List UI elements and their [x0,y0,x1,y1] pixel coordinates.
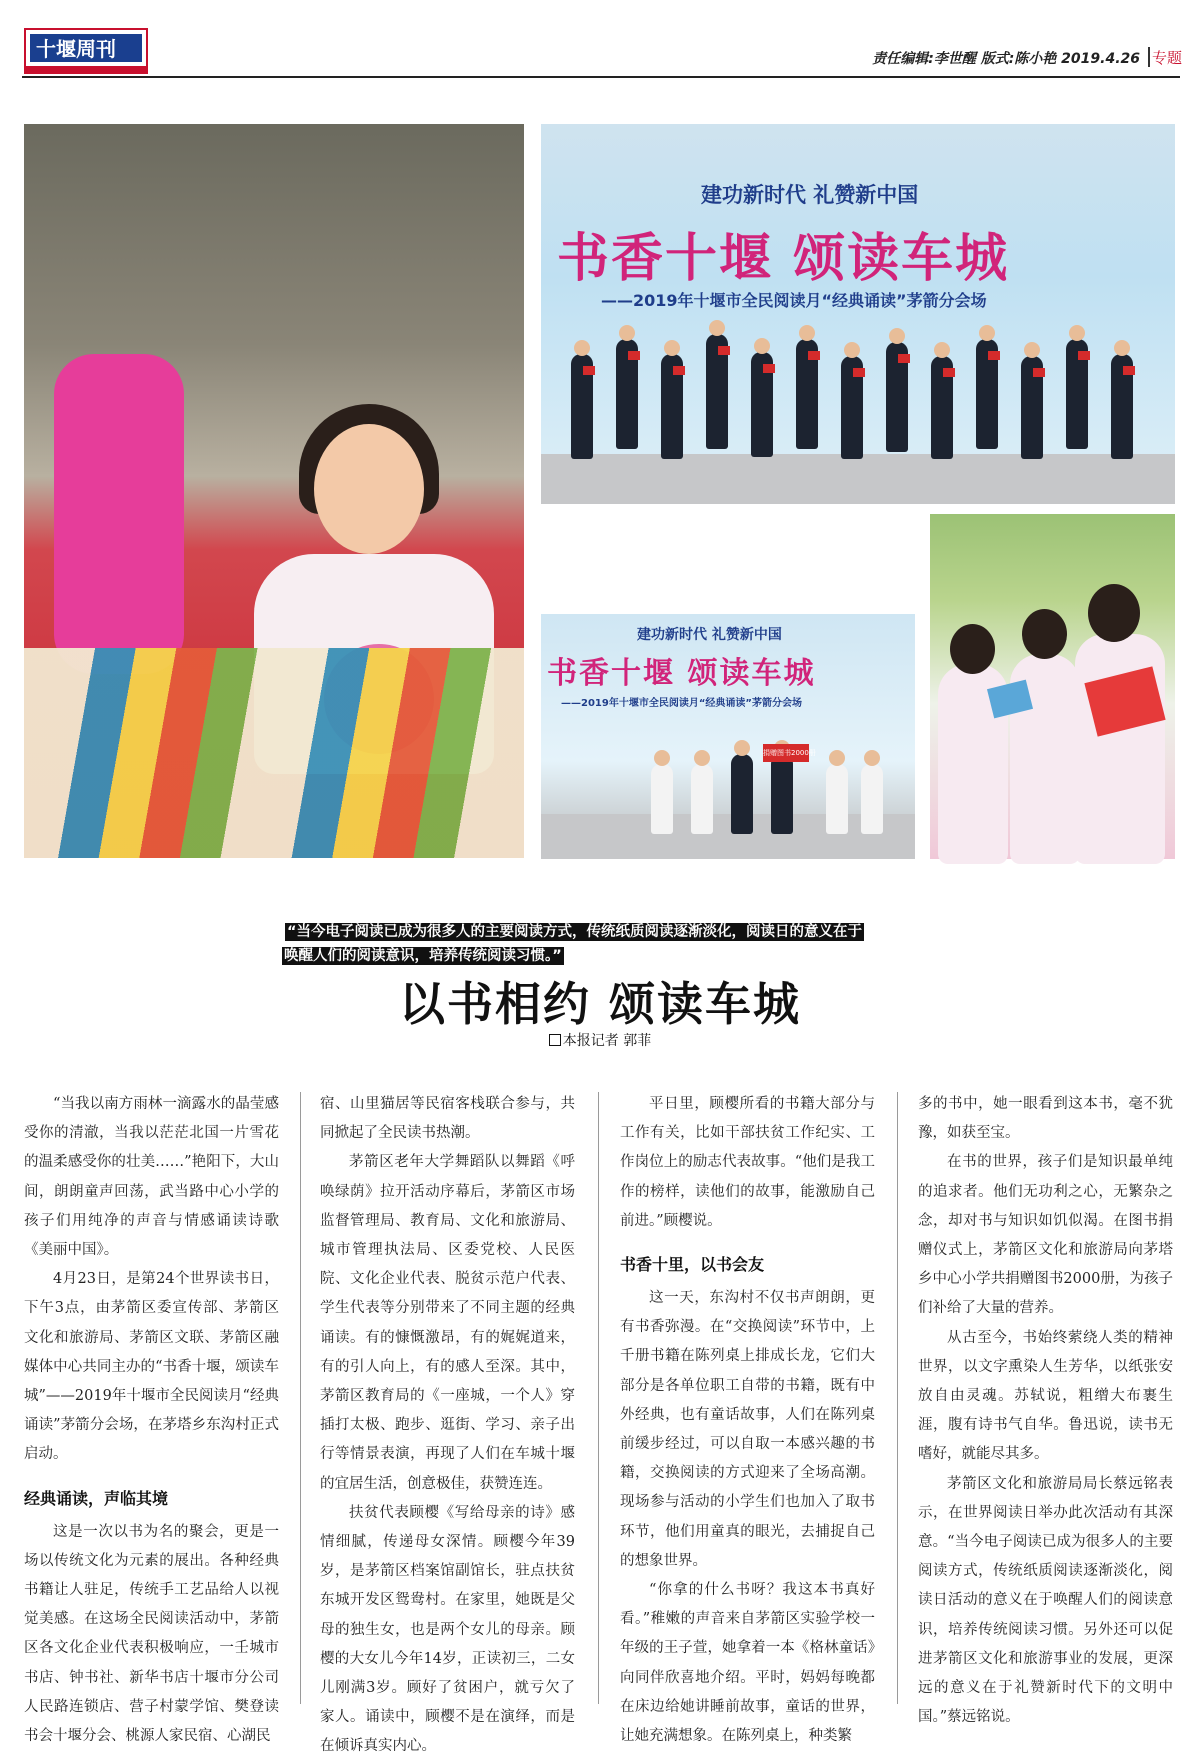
paragraph: 宿、山里猫居等民宿客栈联合参与，共同掀起了全民读书热潮。 [320,1096,575,1142]
paragraph: “你拿的什么书呀？我这本书真好看。”稚嫩的声音来自茅箭区实验学校一年级的王子萱，她拿着一本《格林童话》向同伴欣喜地介绍。平时，妈妈每晚都在床边给她讲睡前故事，童话的世界，让她充满想象。在陈列桌上，种类繁 [620,1582,875,1745]
performer-figure [1066,339,1088,449]
performer-figure [841,356,863,459]
donation-sign: 捐赠图书2000册 [763,744,809,762]
article-column-3 [620,1090,875,1751]
masthead-title: 十堰周刊 [30,34,142,62]
paragraph: 多的书中，她一眼看到这本书，毫不犹豫，如获至宝。 [918,1096,1173,1142]
header-rule [22,76,1180,78]
pull-quote-line1: “当今电子阅读已成为很多人的主要阅读方式，传统纸质阅读逐渐淡化，阅读日的意义在于 [287,924,863,940]
paragraph: 茅箭区文化和旅游局局长蔡远铭表示，在世界阅读日举办此次活动有其深意。“当今电子阅读已成为很多人的主要阅读方式，传统纸质阅读逐渐淡化，阅读日活动的意义在于唤醒人们的阅读意识，培养传统阅读习惯。另外还可以促进茅箭区文化和旅游事业的发展，更深远的意义在于礼赞新时代下的文明中国。”蔡远铭说。 [918,1475,1173,1726]
banner-slogan: 建功新时代 礼赞新中国 [637,627,782,643]
performer-figure [661,354,683,459]
banner-title: 书香十堰 颂读车城 [557,229,1010,289]
article-column-4 [918,1090,1173,1732]
student-figure [861,764,883,834]
photo-book-table [24,648,524,858]
subheading: 书香十里，以书会友 [620,1255,765,1275]
performer-figure [706,334,728,449]
photo-stage-recital [541,124,1175,504]
article-column-2 [320,1090,575,1762]
masthead-logo [24,28,148,74]
performer-figure [976,339,998,449]
performer-figure [751,352,773,457]
official-figure [731,754,753,834]
performer-figure [616,339,638,449]
banner-title: 书香十堰 颂读车城 [547,656,816,691]
paragraph: 在书的世界，孩子们是知识最单纯的追求者。他们无功利之心，无繁杂之念，却对书与知识如饥似渴。在图书捐赠仪式上，茅箭区文化和旅游局向茅塔乡中心小学共捐赠图书2000册，为孩子们补给了大量的营养。 [918,1154,1173,1317]
performer-figure [1111,354,1133,459]
student-figure [691,764,713,834]
section-label: 专题 [1151,49,1182,67]
headline: 以书相约 颂读车城 [398,977,801,1031]
byline-box-icon [549,1034,561,1046]
performer-figure [1021,356,1043,459]
student-figure [651,764,673,834]
paragraph: 这一天，东沟村不仅书声朗朗，更有书香弥漫。在“交换阅读”环节中，上千册书籍在陈列桌上排成长龙，它们大部分是各单位职工自带的书籍，既有中外经典，也有童话故事，人们在陈列桌前缓步经过，可以自取一本感兴趣的书籍，交换阅读的方式迎来了全场高潮。现场参与活动的小学生们也加入了取书环节，他们用童真的眼光，去捕捉自己的想象世界。 [620,1290,875,1569]
editor-credits: 责任编辑:李世醒 版式:陈小艳 2019.4.26 [872,51,1140,67]
paragraph: 从古至今，书始终萦绕人类的精神世界，以文字熏染人生芳华，以纸张安放自由灵魂。苏轼说，粗缯大布裹生涯，腹有诗书气自华。鲁迅说，读书无嗜好，就能尽其多。 [918,1329,1173,1463]
stage-floor [541,454,1175,504]
photo-girl-reading [24,124,524,858]
banner-slogan: 建功新时代 礼赞新中国 [701,183,919,207]
header-divider [1148,47,1150,67]
paragraph: “当我以南方雨林一滴露水的晶莹感受你的清澈，当我以茫茫北国一片雪花的温柔感受你的壮美……”艳阳下，大山间，朗朗童声回荡，武当路中心小学的孩子们用纯净的声音与情感诵读诗歌《美丽中国》。 [24,1096,279,1259]
column-rule [897,1092,898,1704]
article-column-1 [24,1090,279,1751]
performer-figure [796,339,818,449]
byline-text: 本报记者 郭菲 [562,1033,652,1049]
performer-figure [571,354,593,459]
performer-figure [931,356,953,459]
paragraph: 扶贫代表顾樱《写给母亲的诗》感情细腻，传递母女深情。顾樱今年39岁，是茅箭区档案馆副馆长，驻点扶贫东城开发区鸳鸯村。在家里，她既是父母的独生女，也是两个女儿的母亲。顾樱的大女儿今年14岁，正读初三，二女儿刚满3岁。顾好了贫困户，就亏欠了家人。诵读中，顾樱不是在演绎，而是在倾诉真实内心。 [320,1504,575,1755]
column-rule [300,1092,301,1704]
reader-hair [1022,609,1067,659]
subheading: 经典诵读，声临其境 [24,1488,169,1508]
byline [0,1030,1200,1050]
pull-quote-line2: 唤醒人们的阅读意识，培养传统阅读习惯。” [284,948,562,964]
photo-girl-face [314,424,424,554]
column-rule [598,1092,599,1704]
photo-background-child [54,354,184,674]
pull-quote [285,920,925,968]
banner-subtitle: ——2019年十堰市全民阅读月“经典诵读”茅箭分会场 [601,291,987,310]
photo-girls-reading [930,514,1175,859]
stage-floor [541,814,915,859]
reader-hair [1088,584,1140,642]
masthead-redbar [26,66,146,72]
performer-figure [886,342,908,452]
official-figure [771,754,793,834]
paragraph: 茅箭区老年大学舞蹈队以舞蹈《呼唤绿荫》拉开活动序幕后，茅箭区市场监督管理局、教育局、文化和旅游局、城市管理执法局、区委党校、人民医院、文化企业代表、脱贫示范户代表、学生代表等分别带来了不同主题的经典诵读。有的慷慨激昂，有的娓娓道来，有的引人向上，有的感人至深。其中，茅箭区教育局的《一座城，一个人》穿插打太极、跑步、逛街、学习、亲子出行等情景表演，再现了人们在车城十堰的宜居生活，创意极佳，获赞连连。 [320,1154,575,1492]
student-figure [826,764,848,834]
photo-donation-ceremony [541,614,915,859]
banner-subtitle: ——2019年十堰市全民阅读月“经典诵读”茅箭分会场 [561,698,802,709]
paragraph: 这是一次以书为名的聚会，更是一场以传统文化为元素的展出。各种经典书籍让人驻足，传统手工艺品给人以视觉美感。在这场全民阅读活动中，茅箭区各文化企业代表积极响应，一壬城市书店、钟书社、新华书店十堰市分公司人民路连锁店、营子村蒙学馆、樊登读书会十堰分会、桃源人家民宿、心湖民 [24,1523,279,1745]
reader-hair [950,624,995,674]
paragraph: 4月23日，是第24个世界读书日，下午3点，由茅箭区委宣传部、茅箭区文化和旅游局、茅箭区文联、茅箭区融媒体中心共同主办的“书香十堰，颂读车城”——2019年十堰市全民阅读月“经典诵读”茅箭分会场，在茅塔乡东沟村正式启动。 [24,1271,279,1463]
paragraph: 平日里，顾樱所看的书籍大部分与工作有关，比如干部扶贫工作纪实、工作岗位上的励志代表故事。“他们是我工作的榜样，读他们的故事，能激励自己前进。”顾樱说。 [620,1096,875,1229]
